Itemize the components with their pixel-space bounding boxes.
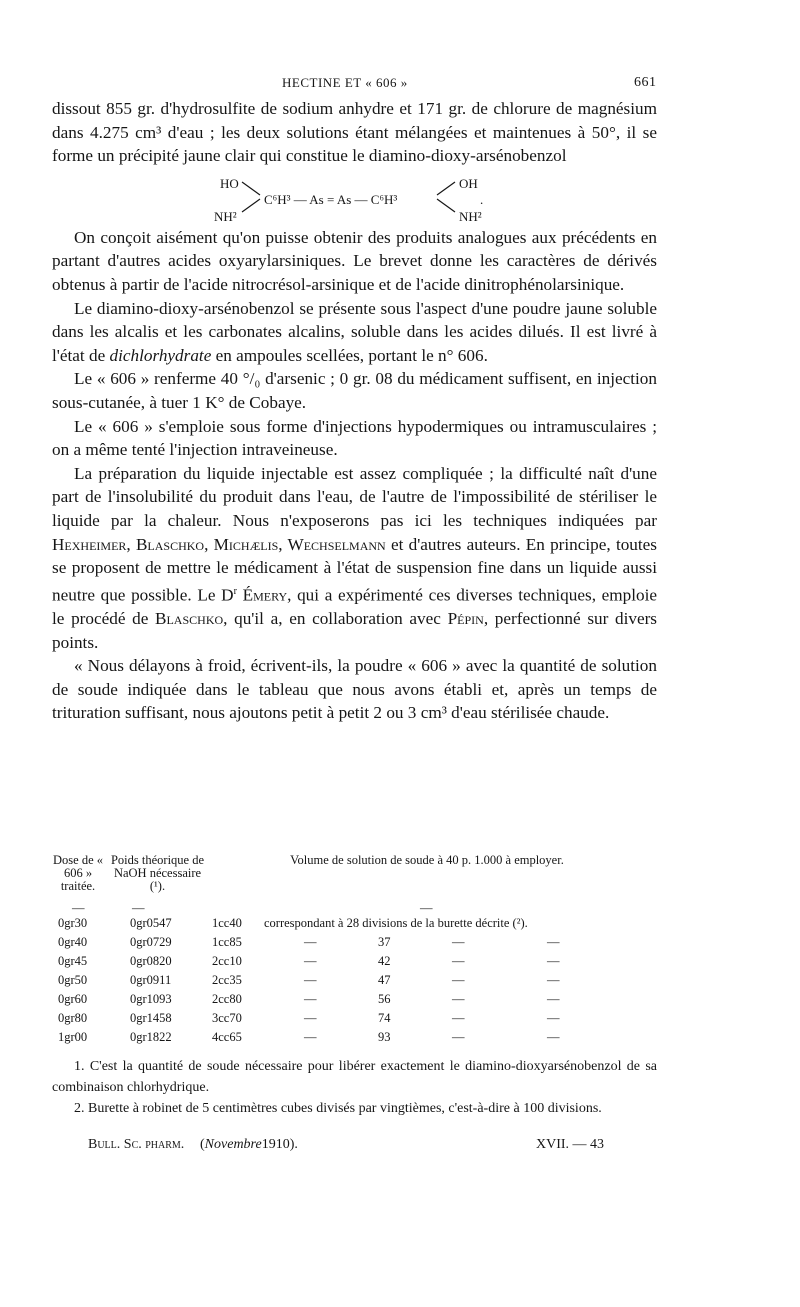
formula-period: . [480, 191, 484, 207]
body-text [52, 97, 657, 725]
footnotes [52, 1056, 657, 1119]
formula-nh2-right: NH² [459, 208, 482, 224]
cell-volume: 1cc40 [212, 916, 242, 930]
sheet-signature: XVII. — 43 [536, 1137, 605, 1152]
cell-divisions: 93 [378, 1030, 391, 1044]
cell-weight: 0gr1822 [130, 1030, 172, 1044]
cell-divisions: 37 [378, 935, 391, 949]
cell-weight: 0gr1458 [130, 1011, 172, 1025]
page-number: 661 [634, 75, 657, 90]
header-weight: Poids théorique de NaOH nécessaire (¹). [110, 853, 205, 893]
cell-dash: — [452, 992, 465, 1006]
cell-weight: 0gr0911 [130, 973, 172, 987]
cell-dash: — [547, 973, 560, 987]
cell-dash: — [304, 935, 317, 949]
cell-dose: 0gr80 [58, 1011, 88, 1025]
author-emery: Émery [242, 585, 288, 605]
cell-volume: 2cc80 [212, 992, 242, 1006]
dosage-table [52, 848, 657, 1049]
cell-dash: — [304, 954, 317, 968]
cell-dash: — [547, 935, 560, 949]
cell-divisions: 74 [378, 1011, 391, 1025]
paragraph-2: On conçoit aisément qu'on puisse obtenir des produits analogues aux précédents en partant d'autres acides oxyarylarsiniques. Le brevet donne les caractères de dérivés obtenus à partir de l'acide nitrocrésol-arsinique et de l'acide dinitrophénolarsinique. [52, 227, 657, 294]
cell-volume: 1cc85 [212, 935, 242, 949]
cell-weight: 0gr0820 [130, 954, 172, 968]
cell-weight: 0gr1093 [130, 992, 172, 1006]
cell-volume: 3cc70 [212, 1011, 242, 1025]
table-row [52, 992, 657, 1011]
cell-dash: — [452, 935, 465, 949]
table-row [52, 916, 657, 935]
footnote-1: 1. C'est la quantité de soude nécessaire pour libérer exactement le diamino-dioxyarsénobenzol de sa combinaison chlorhydrique. [52, 1059, 657, 1095]
cell-volume: 4cc65 [212, 1030, 242, 1044]
cell-weight: 0gr0729 [130, 935, 172, 949]
cell-dose: 0gr45 [58, 954, 88, 968]
dichlorhydrate-term: dichlorhydrate [109, 345, 212, 365]
cell-dash: — [452, 954, 465, 968]
header-volume: Volume de solution de soude à 40 p. 1.000 à employer. [290, 853, 564, 867]
table-header [52, 848, 657, 916]
cell-divisions: 56 [378, 992, 391, 1006]
journal-name: Bull. Sc. pharm. [88, 1137, 185, 1152]
cell-dash: — [547, 1030, 560, 1044]
table-row [52, 1030, 657, 1049]
cell-dash: — [452, 973, 465, 987]
cell-weight: 0gr0547 [130, 916, 172, 930]
cell-dash: — [547, 992, 560, 1006]
paragraph-3: Le diamino-dioxy-arsénobenzol se présente sous l'aspect d'une poudre jaune soluble dans les alcalis et les carbonates alcalins, soluble dans les acides dilués. Il est livré à l'état de dichlorhydrate en ampoules scellées, portant le n° 606. [52, 298, 657, 365]
cell-dash: — [304, 973, 317, 987]
author-names: Hexheimer, Blaschko, Michælis, Wechselmann [52, 534, 386, 554]
table-body [52, 916, 657, 1049]
running-title: HECTINE ET « 606 » [282, 75, 408, 90]
footer-date: (Novembre 1910). [200, 1137, 298, 1152]
cell-dash: — [304, 1011, 317, 1025]
cell-dash: — [452, 1030, 465, 1044]
header-dose: Dose de « 606 » traitée. [53, 853, 103, 893]
chemical-formula [52, 168, 657, 226]
formula-nh2-left: NH² [214, 208, 237, 224]
paragraph-5: Le « 606 » s'emploie sous forme d'injections hypodermiques ou intramusculaires ; on a même tenté l'injection intraveineuse. [52, 416, 657, 460]
cell-dash: — [547, 1011, 560, 1025]
cell-description: correspondant à 28 divisions de la burette décrite (²). [264, 916, 528, 930]
paragraph-6: La préparation du liquide injectable est assez compliquée ; la difficulté naît d'une part de l'insolubilité du produit dans l'eau, de l'autre de l'impossibilité de stériliser le liquide par la chaleur. Nous n'exposerons pas ici les techniques indiquées par Hexheimer, Blaschko, Michælis, Wechselmann et d'autres auteurs. En principe, toutes se proposent de mettre le médicament à l'état de suspension fine dans un liquide aussi neutre que possible. Le $D^r$ Émery, qui a expérimenté ces diverses techniques, emploie le procédé de Blaschko, qu'il a, en collaboration avec Pépin, perfectionné sur divers points. [52, 463, 658, 652]
author-pepin: Pépin [447, 609, 484, 629]
paragraph-7: « Nous délayons à froid, écrivent-ils, la poudre « 606 » avec la quantité de solution de soude indiquée dans le tableau que nous avons établi et, après un temps de trituration suffisant, nous ajoutons petit à petit 2 ou 3 cm³ d'eau stérilisée chaude. [52, 656, 657, 723]
cell-dose: 0gr30 [58, 916, 88, 930]
table-row [52, 935, 657, 954]
cell-dash: — [304, 1030, 317, 1044]
cell-volume: 2cc35 [212, 973, 242, 987]
cell-dose: 0gr40 [58, 935, 88, 949]
running-header [0, 75, 800, 95]
cell-divisions: 47 [378, 973, 391, 987]
paragraph-4: Le « 606 » renferme 40 °/₀ d'arsenic ; 0 gr. 08 du médicament suffisent, en injection sous-cutanée, à tuer 1 K° de Cobaye. [52, 369, 657, 412]
header-dash: — [72, 901, 85, 915]
footnote-2: 2. Burette à robinet de 5 centimètres cubes divisés par vingtièmes, c'est-à-dire à 100 divisions. [74, 1101, 602, 1116]
table-row [52, 954, 657, 973]
header-dash: — [420, 901, 433, 915]
formula-ho: HO [220, 175, 239, 191]
paragraph-1: dissout 855 gr. d'hydrosulfite de sodium anhydre et 171 gr. de chlorure de magnésium dans 4.275 cm³ d'eau ; les deux solutions étant mélangées et maintenues à 50°, il se forme un précipité jaune clair qui constitue le diamino-dioxy-arsénobenzol [52, 99, 657, 166]
cell-dose: 1gr00 [58, 1030, 88, 1044]
page-footer [52, 1135, 657, 1157]
cell-dose: 0gr60 [58, 992, 88, 1006]
table-row [52, 973, 657, 992]
cell-dose: 0gr50 [58, 973, 88, 987]
cell-dash: — [547, 954, 560, 968]
cell-divisions: 42 [378, 954, 391, 968]
header-dash: — [132, 901, 145, 915]
formula-oh: OH [459, 175, 478, 191]
cell-volume: 2cc10 [212, 954, 242, 968]
author-blaschko: Blaschko [155, 609, 224, 629]
cell-dash: — [304, 992, 317, 1006]
cell-dash: — [452, 1011, 465, 1025]
formula-chain: C⁶H³ — As = As — C⁶H³ [264, 191, 398, 207]
table-row [52, 1011, 657, 1030]
